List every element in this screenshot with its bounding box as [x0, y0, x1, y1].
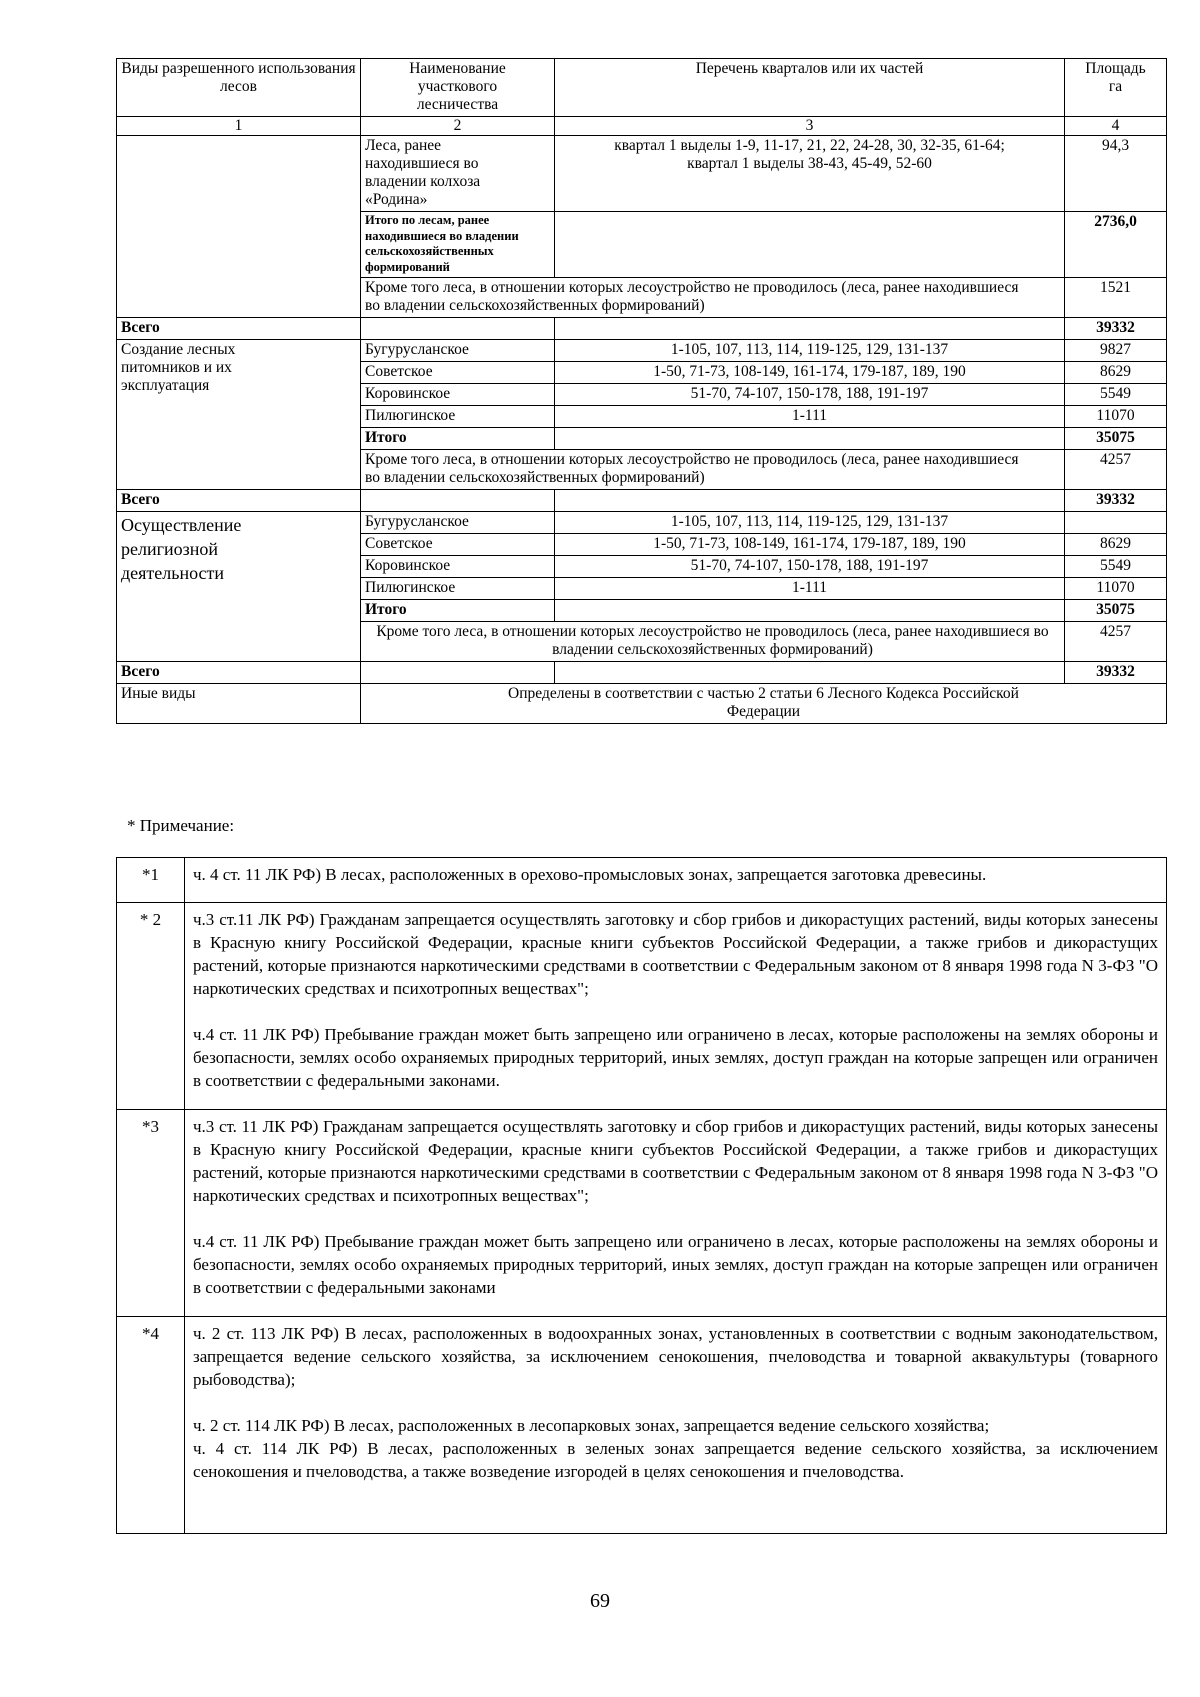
- note-text: [185, 1317, 1167, 1534]
- forestry-name: Пилюгинское: [361, 578, 555, 600]
- note-row: [117, 903, 1167, 1110]
- quarters-cell: 1-111: [555, 406, 1065, 428]
- empty-cell: [361, 490, 555, 512]
- quarters-cell: 1-50, 71-73, 108-149, 161-174, 179-187, 189, 190: [555, 534, 1065, 556]
- empty-cell: [555, 662, 1065, 684]
- forest-use-table: [116, 58, 1167, 724]
- area-cell: 5549: [1065, 384, 1167, 406]
- total-label: Всего: [117, 490, 361, 512]
- index-row: [117, 117, 1167, 136]
- table-row: [117, 136, 1167, 212]
- area-cell: 8629: [1065, 362, 1167, 384]
- quarters-cell: 1-111: [555, 578, 1065, 600]
- note-paragraph: ч.3 ст.11 ЛК РФ) Гражданам запрещается осуществлять заготовку и сбор грибов и дикорастущих растений, виды которых занесены в Красную книгу Российской Федерации, красные книги субъектов Российской Федерации, а также грибов и дикорастущих растений, которые признаются наркотическими средствами в соответствии с Федеральным законом от 8 января 1998 года N 3-ФЗ "О наркотических средствах и психотропных веществах";: [193, 910, 1158, 998]
- note-text: [185, 903, 1167, 1110]
- subtotal-name: Итого по лесам, ранее находившиеся во владении сельскохозяйственных формирований: [361, 212, 555, 278]
- forestry-name: Пилюгинское: [361, 406, 555, 428]
- subtotal-area: 35075: [1065, 600, 1167, 622]
- forestry-name: Коровинское: [361, 384, 555, 406]
- total-row: [117, 318, 1167, 340]
- extra-forest-text: Кроме того леса, в отношении которых лесоустройство не проводилось (леса, ранее находившиеся во владении сельскохозяйственных формирований): [361, 622, 1065, 662]
- quarters-line: квартал 1 выделы 1-9, 11-17, 21, 22, 24-28, 30, 32-35, 61-64;: [614, 137, 1005, 154]
- total-label: Всего: [117, 318, 361, 340]
- note-mark: *3: [117, 1110, 185, 1317]
- subtotal-label: Итого: [361, 428, 555, 450]
- note-row: [117, 1317, 1167, 1534]
- quarters-cell: 1-50, 71-73, 108-149, 161-174, 179-187, 189, 190: [555, 362, 1065, 384]
- note-paragraph: ч. 4 ст. 11 ЛК РФ) В лесах, расположенных в орехово-промысловых зонах, запрещается заготовка древесины.: [193, 865, 987, 884]
- use-type-cell: Осуществление религиозной деятельности: [117, 512, 361, 662]
- note-paragraph: ч. 4 ст. 114 ЛК РФ) В лесах, расположенных в зеленых зонах запрещается ведение сельского хозяйства, за исключением сенокошения и пчеловодства, а также возведение изгородей в целях сенокошения и пчеловодства.: [193, 1439, 1158, 1481]
- quarters-cell: 51-70, 74-107, 150-178, 188, 191-197: [555, 384, 1065, 406]
- note-text: [185, 1110, 1167, 1317]
- empty-cell: [555, 600, 1065, 622]
- other-types-text: Определены в соответствии с частью 2 статьи 6 Лесного Кодекса Российской Федерации: [361, 684, 1167, 724]
- note-text: [185, 858, 1167, 903]
- area-cell: 94,3: [1065, 136, 1167, 212]
- quarters-cell: 51-70, 74-107, 150-178, 188, 191-197: [555, 556, 1065, 578]
- note-paragraph: ч.4 ст. 11 ЛК РФ) Пребывание граждан может быть запрещено или ограничено в лесах, которые расположены на землях обороны и безопасности, землях особо охраняемых природных территорий, иных землях, доступ граждан на которые запрещен или ограничен в соответствии с федеральными законами.: [193, 1025, 1158, 1090]
- empty-cell: [555, 490, 1065, 512]
- note-row: [117, 1110, 1167, 1317]
- total-row: [117, 490, 1167, 512]
- forestry-name: Советское: [361, 534, 555, 556]
- note-mark: *4: [117, 1317, 185, 1534]
- index-2: 2: [361, 117, 555, 136]
- area-cell: 9827: [1065, 340, 1167, 362]
- page-number: 69: [590, 1590, 610, 1612]
- header-col1: Виды разрешенного использования лесов: [117, 59, 361, 117]
- table-row: [117, 684, 1167, 724]
- header-col4: Площадь га: [1065, 59, 1167, 117]
- note-paragraph: ч.4 ст. 11 ЛК РФ) Пребывание граждан может быть запрещено или ограничено в лесах, которые расположены на землях обороны и безопасности, землях особо охраняемых природных территорий, иных землях, доступ граждан на которые запрещен или ограничен в соответствии с федеральными законами: [193, 1232, 1158, 1297]
- table-row: [117, 512, 1167, 534]
- area-cell: 4257: [1065, 450, 1167, 490]
- forestry-name: Бугурусланское: [361, 512, 555, 534]
- use-type-cell: [117, 136, 361, 318]
- use-type-cell: Иные виды: [117, 684, 361, 724]
- index-4: 4: [1065, 117, 1167, 136]
- forestry-name: Коровинское: [361, 556, 555, 578]
- empty-cell: [555, 318, 1065, 340]
- area-cell: 1521: [1065, 278, 1167, 318]
- total-label: Всего: [117, 662, 361, 684]
- total-area: 39332: [1065, 318, 1167, 340]
- area-cell: 4257: [1065, 622, 1167, 662]
- empty-cell: [361, 318, 555, 340]
- note-title: * Примечание:: [127, 816, 235, 835]
- use-type-cell: Создание лесных питомников и их эксплуатация: [117, 340, 361, 490]
- index-3: 3: [555, 117, 1065, 136]
- note-paragraph: ч.3 ст. 11 ЛК РФ) Гражданам запрещается осуществлять заготовку и сбор грибов и дикорастущих растений, виды которых занесены в Красную книгу Российской Федерации, красные книги субъектов Российской Федерации, а также грибов и дикорастущих растений, которые признаются наркотическими средствами в соответствии с Федеральным законом от 8 января 1998 года N 3-ФЗ "О наркотических средствах и психотропных веществах";: [193, 1117, 1158, 1205]
- index-1: 1: [117, 117, 361, 136]
- area-cell: 5549: [1065, 556, 1167, 578]
- notes-table: [116, 857, 1167, 1534]
- quarters-cell: [555, 136, 1065, 212]
- note-row: [117, 858, 1167, 903]
- total-area: 39332: [1065, 662, 1167, 684]
- subtotal-label: Итого: [361, 600, 555, 622]
- header-col2: Наименование участкового лесничества: [361, 59, 555, 117]
- extra-forest-text: Кроме того леса, в отношении которых лесоустройство не проводилось (леса, ранее находившиеся во владении сельскохозяйственных формирований): [361, 278, 1065, 318]
- quarters-cell: 1-105, 107, 113, 114, 119-125, 129, 131-137: [555, 340, 1065, 362]
- header-row: [117, 59, 1167, 117]
- area-cell: 11070: [1065, 406, 1167, 428]
- note-mark: * 2: [117, 903, 185, 1110]
- area-cell: 8629: [1065, 534, 1167, 556]
- forestry-name: Леса, ранее находившиеся во владении колхоза «Родина»: [361, 136, 555, 212]
- quarters-line: квартал 1 выделы 38-43, 45-49, 52-60: [687, 155, 932, 172]
- note-paragraph: ч. 2 ст. 114 ЛК РФ) В лесах, расположенных в лесопарковых зонах, запрещается ведение сельского хозяйства;: [193, 1416, 990, 1435]
- subtotal-area: 35075: [1065, 428, 1167, 450]
- subtotal-area: 2736,0: [1065, 212, 1167, 278]
- forestry-name: Советское: [361, 362, 555, 384]
- total-area: 39332: [1065, 490, 1167, 512]
- total-row: [117, 662, 1167, 684]
- extra-forest-text: Кроме того леса, в отношении которых лесоустройство не проводилось (леса, ранее находившиеся во владении сельскохозяйственных формирований): [361, 450, 1065, 490]
- empty-cell: [555, 428, 1065, 450]
- table-row: [117, 340, 1167, 362]
- note-paragraph: ч. 2 ст. 113 ЛК РФ) В лесах, расположенных в водоохранных зонах, установленных в соответствии с водным законодательством, запрещается ведение сельского хозяйства, за исключением сенокошения, пчеловодства и товарной аквакультуры (товарного рыбоводства);: [193, 1324, 1158, 1389]
- note-mark: *1: [117, 858, 185, 903]
- quarters-cell: [555, 212, 1065, 278]
- empty-cell: [361, 662, 555, 684]
- quarters-cell: 1-105, 107, 113, 114, 119-125, 129, 131-137: [555, 512, 1065, 534]
- header-col3: Перечень кварталов или их частей: [555, 59, 1065, 117]
- forestry-name: Бугурусланское: [361, 340, 555, 362]
- area-cell: [1065, 512, 1167, 534]
- area-cell: 11070: [1065, 578, 1167, 600]
